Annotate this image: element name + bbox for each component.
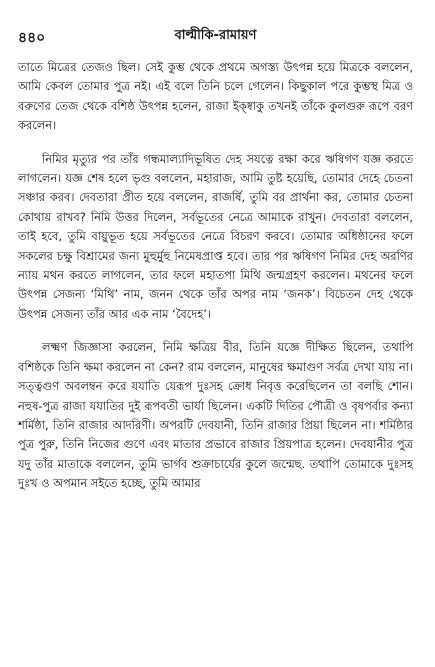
page-header xyxy=(18,26,413,52)
paragraph-continuation: তাতে মিত্রের তেজও ছিল। সেই কুম্ভ থেকে প্রথমে অগস্ত্য উৎপন্ন হয়ে মিত্রকে বললেন, আমি কেবল তোমার পুত্র নই। এই বলে তিনি চলে গেলেন। কিছুকাল পরে কুম্ভস্থ মিত্র ও বরুণের তেজ থেকে বশিষ্ঠ উৎপন্ন হলেন, রাজা ইক্ষ্বাকু তখনই তাঁকে কুলগুরু রূপে বরণ করলেন। xyxy=(18,60,413,133)
running-title: বাল্মীকি-রামায়ণ xyxy=(174,28,257,43)
paragraph-nimi: নিমির মৃত্যুর পর তাঁর গন্ধমাল্যাদিভূষিত দেহ সযত্নে রক্ষা করে ঋষিগণ যজ্ঞ করতে লাগলেন। যজ্ঞ শেষ হলে ভৃগু বললেন, মহারাজ, আমি তুষ্ট হয়েছি, তোমার দেহে চেতনা সঞ্চার করব। দেবতারা প্রীত হয়ে বললেন, রাজর্ষি, তুমি বর প্রার্থনা কর, তোমার চেতনা কোথায় রাখব? নিমি উত্তর দিলেন, সর্বভূতের নেত্রে আমাকে রাখুন। দেবতারা বললেন, তাই হবে, তুমি বায়ুভূত হয়ে সর্বভূতের নেত্রে বিচরণ করবে। তোমার অধিষ্ঠানের ফলে সকলের চক্ষু বিশ্রামের জন্য মুহুর্মুহু নিমেষপ্রাপ্ত হবে। তার পর ঋষিগণ নিমির দেহ অরণির ন্যায় মথন করতে লাগলেন, তার ফলে মহাতপা মিথি জন্মগ্রহণ করলেন। মথনের ফলে উৎপন্ন সেজন্য ‘মিথি’ নাম, জনন থেকে তাঁর অপর নাম ‘জনক’। বিচেতন দেহ থেকে উৎপন্ন সেজন্য তাঁর আর এক নাম ‘বৈদেহ’। xyxy=(18,151,413,321)
page-number: ৪৪০ xyxy=(18,30,46,46)
paragraph-lakshmana: লক্ষ্মণ জিজ্ঞাসা করলেন, নিমি ক্ষত্রিয় বীর, তিনি যজ্ঞে দীক্ষিত ছিলেন, তথাপি বশিষ্ঠকে তিনি ক্ষমা করলেন না কেন? রাম বললেন, মানুষের ক্ষমাগুণ সর্বত্র দেখা যায় না। সত্ত্বগুণ অবলম্বন করে যযাতি যেরূপ দুঃসহ ক্রোধ নিবৃত্ত করেছিলেন তা বলছি শোন। নহুষ-পুত্র রাজা যযাতির দুই রূপবতী ভার্যা ছিলেন। একটি দিতির পৌত্রী ও বৃষপর্বার কন্যা শর্মিষ্ঠা, তিনি রাজার আদরিণী। অপরটি দেবযানী, তিনি রাজার প্রিয়া ছিলেন না। শর্মিষ্ঠার পুত্র পুরু, তিনি নিজের গুণে এবং মাতার প্রভাবে রাজার প্রিয়পাত্র হলেন। দেবযানীর পুত্র যদু তাঁর মাতাকে বললেন, তুমি ভার্গব শুক্রাচার্যের কুলে জন্মেছ. তথাপি তোমাকে দুঃসহ দুঃখ ও অপমান সইতে হচ্ছে, তুমি আমার xyxy=(18,340,413,491)
